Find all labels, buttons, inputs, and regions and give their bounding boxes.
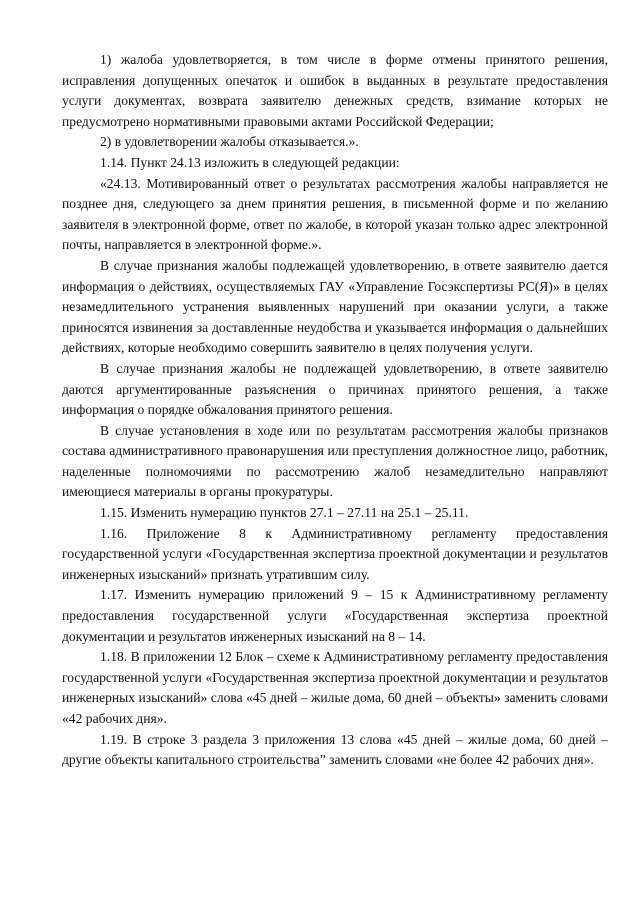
paragraph-1-19: 1.19. В строке 3 раздела 3 приложения 13 слова «45 дней – жилые дома, 60 дней – другие объекты капитального строительства” заменить словами «не более 42 рабочих дня».	[62, 731, 608, 768]
paragraph-1-14: 1.14. Пункт 24.13 изложить в следующей редакции:	[100, 154, 400, 170]
paragraph-1-15: 1.15. Изменить нумерацию пунктов 27.1 – 27.11 на 25.1 – 25.11.	[100, 505, 469, 521]
paragraph-complaint-upheld-info: В случае признания жалобы подлежащей удовлетворению, в ответе заявителю дается информация о действиях, осуществляемых ГАУ «Управление Госэкспертизы РС(Я)» в целях незамедлительного устранения выявленных нарушений при оказании услуги, а также приносятся извинения за доставленные неудобства и указывается информация о дальнейших действиях, которые необходимо совершить заявителю в целях получения услуги.	[62, 257, 608, 356]
paragraph-complaint-satisfied: 1) жалоба удовлетворяется, в том числе в форме отмены принятого решения, исправления допущенных опечаток и ошибок в выданных в результате предоставления услуги документах, возврата заявителю денежных средств, взимание которых не предусмотрено нормативными правовыми актами Российской Федерации;	[62, 52, 608, 129]
paragraph-1-17: 1.17. Изменить нумерацию приложений 9 – 15 к Административному регламенту предоставления государственной услуги «Государственная экспертиза проектной документации и результатов инженерных изысканий на 8 – 14.	[62, 587, 608, 644]
paragraph-1-18: 1.18. В приложении 12 Блок – схеме к Административному регламенту предоставления государственной услуги «Государственная экспертиза проектной документации и результатов инженерных изысканий» слова «45 дней – жилые дома, 60 дней – объекты» заменить словами «42 рабочих дня».	[62, 649, 608, 726]
paragraph-1-16: 1.16. Приложение 8 к Административному регламенту предоставления государственной услуги «Государственная экспертиза проектной документации и результатов инженерных изысканий» признать утратившим силу.	[62, 525, 608, 582]
document-body	[62, 50, 608, 771]
paragraph-24-13: «24.13. Мотивированный ответ о результатах рассмотрения жалобы направляется не позднее дня, следующего за днем принятия решения, в письменной форме и по желанию заявителя в электронной форме, ответ по жалобе, в которой указан только адрес электронной почты, направляется в электронной форме.».	[62, 175, 608, 253]
paragraph-prosecutor-referral: В случае установления в ходе или по результатам рассмотрения жалобы признаков состава административного правонарушения или преступления должностное лицо, работник, наделенные полномочиями по рассмотрению жалоб незамедлительно направляют имеющиеся материалы в органы прокуратуры.	[62, 422, 608, 500]
paragraph-complaint-rejected-info: В случае признания жалобы не подлежащей удовлетворению, в ответе заявителю даются аргументированные разъяснения о причинах принятого решения, а также информация о порядке обжалования принятого решения.	[62, 360, 608, 418]
paragraph-complaint-refused: 2) в удовлетворении жалобы отказывается.».	[100, 134, 359, 150]
